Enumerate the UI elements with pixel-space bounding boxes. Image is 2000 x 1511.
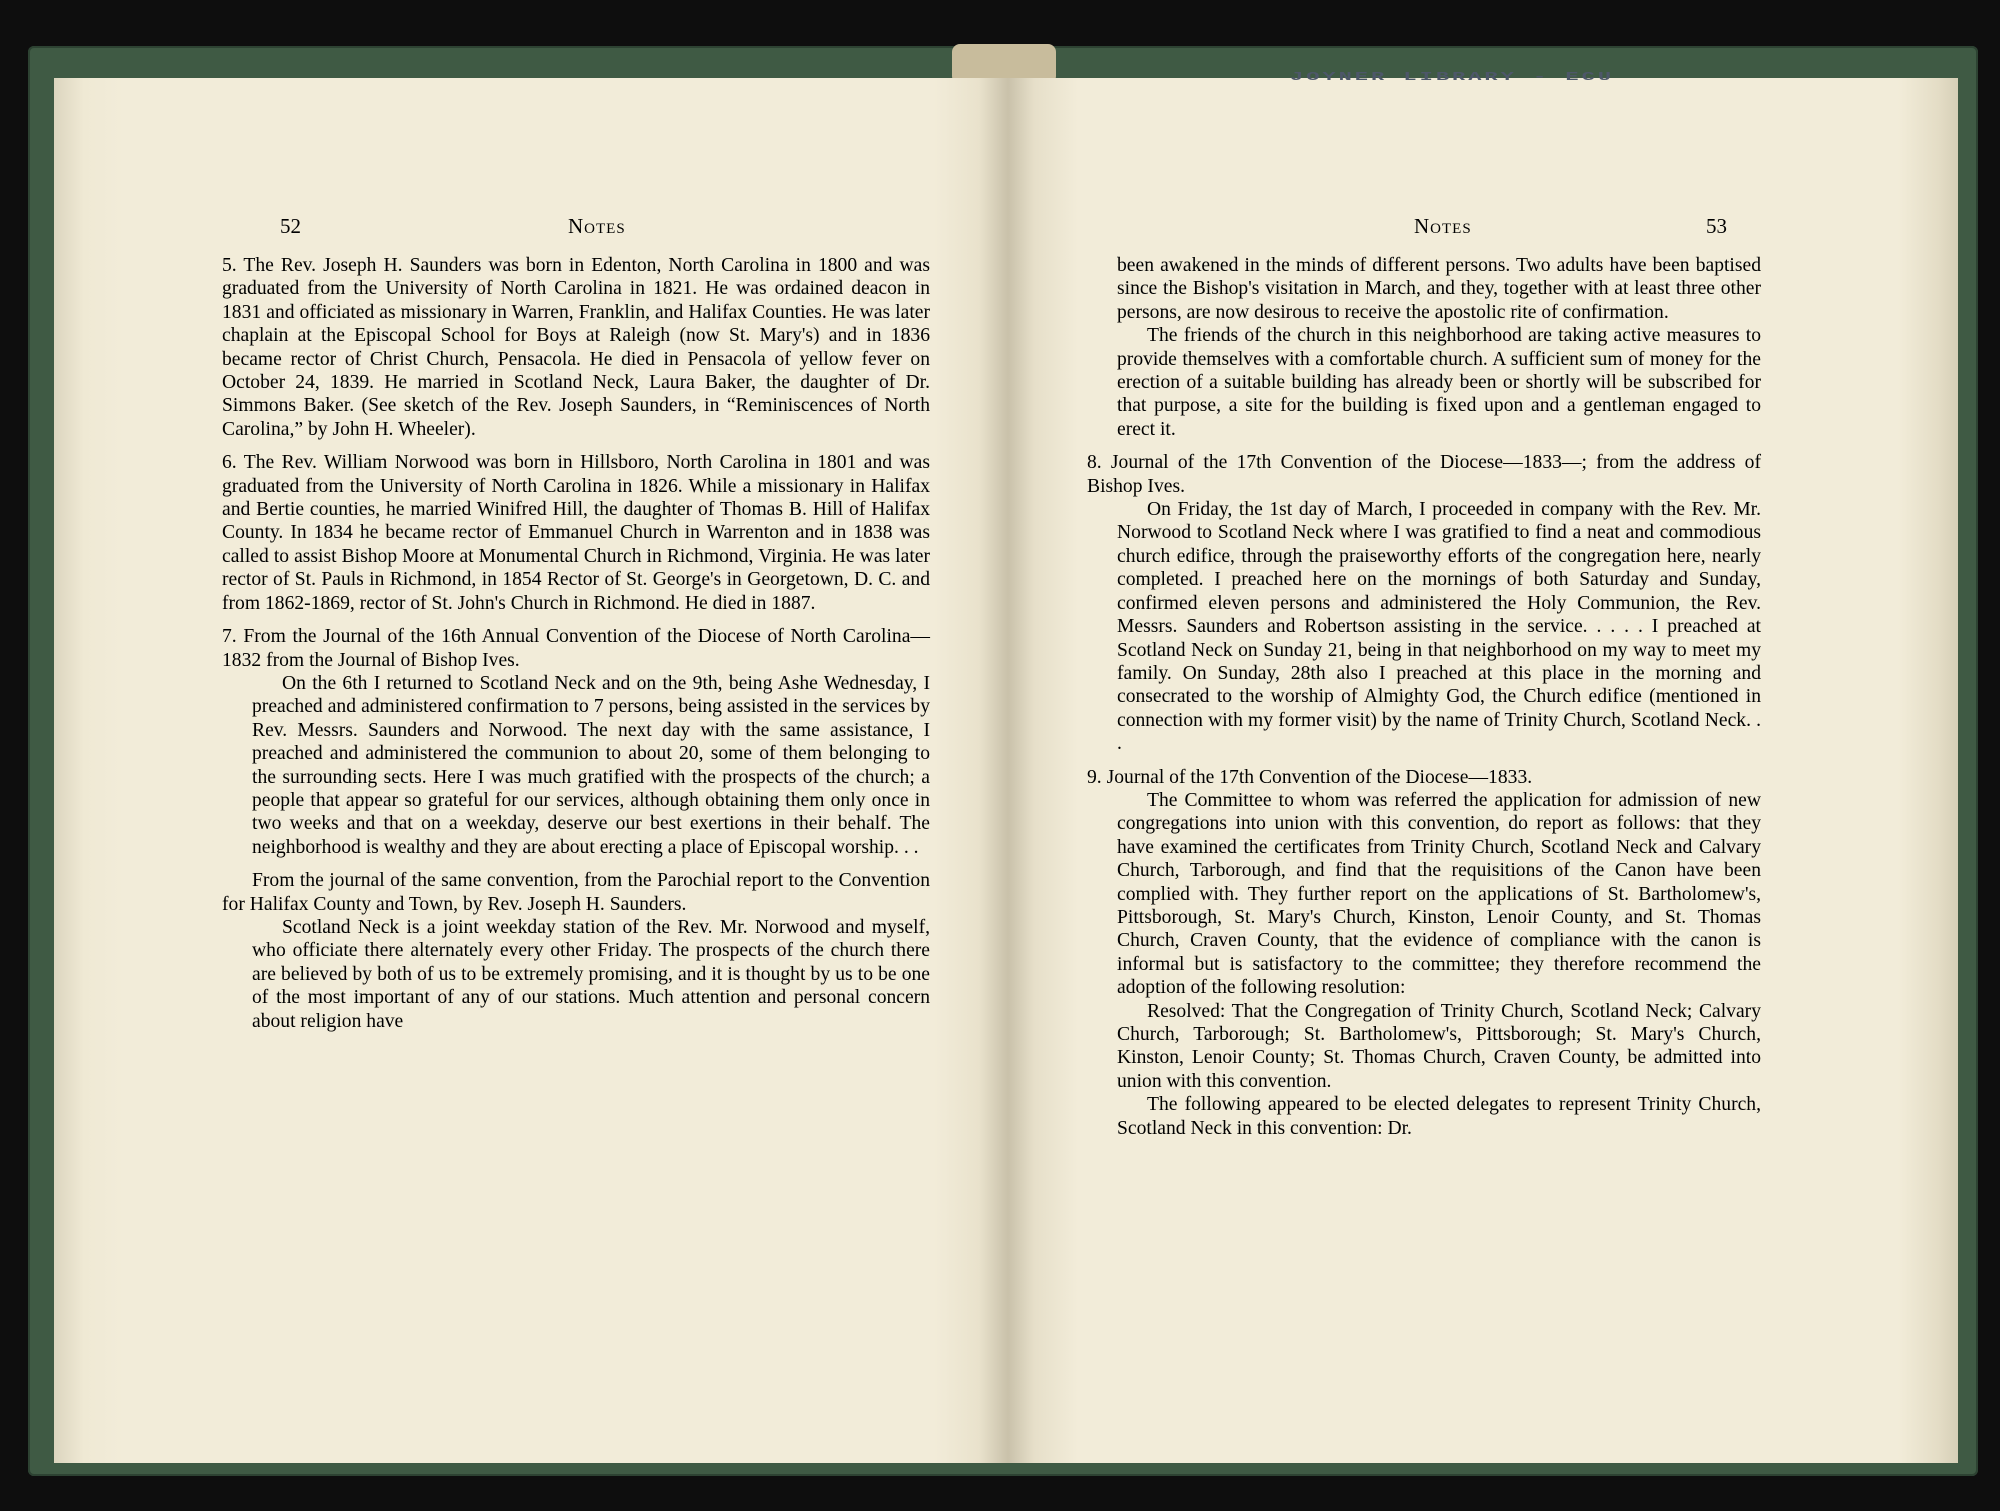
- library-stamp: JOYNER LIBRARY - ECU: [1290, 70, 1615, 84]
- note-7: 7. From the Journal of the 16th Annual Convention of the Diocese of North Carolina—1832 from the Journal of Bishop Ives.: [222, 626, 930, 671]
- left-page-number: 52: [280, 214, 301, 238]
- right-running-head: Notes: [1414, 214, 1472, 238]
- note-9-committee: The Committee to whom was referred the application for admission of new congregations into union with this convention, do report as follows: that they have examined the certificates from Trinity Church, Scotland Neck and Calvary Church, Tarborough, and find that the requisitions of the Canon have been complied with. They further report on the applications of St. Bartholomew's, Pittsborough, St. Mary's Church, Kinston, Lenoir County, and St. Thomas Church, Craven County, that the evidence of compliance with the canon is informal but is satisfactory to the committee; they therefore recommend the adoption of the following resolution:: [1117, 789, 1761, 999]
- parochial-quote-continued: been awakened in the minds of different persons. Two adults have been baptised since the Bishop's visitation in March, and they, together with at least three other persons, are now desirous to receive the apostolic rite of confirmation.: [1117, 255, 1761, 323]
- note-5: 5. The Rev. Joseph H. Saunders was born in Edenton, North Carolina in 1800 and was graduated from the University of North Carolina in 1821. He was ordained deacon in 1831 and officiated as missionary in Warren, Franklin, and Halifax Counties. He was later chaplain at the Episcopal School for Boys at Raleigh (now St. Mary's) and in 1836 became rector of Christ Church, Pensacola. He died in Pensacola of yellow fever on October 24, 1839. He married in Scotland Neck, Laura Baker, the daughter of Dr. Simmons Baker. (See sketch of the Rev. Joseph Saunders, in “Reminiscences of North Carolina,” by John H. Wheeler).: [222, 255, 930, 440]
- note-6: 6. The Rev. William Norwood was born in Hillsboro, North Carolina in 1801 and was graduated from the University of North Carolina in 1826. While a missionary in Halifax and Bertie counties, he married Winifred Hill, the daughter of Thomas B. Hill of Halifax County. In 1834 he became rector of Emmanuel Church in Warrenton and in 1838 was called to assist Bishop Moore at Monumental Church in Richmond, Virginia. He was later rector of St. Pauls in Richmond, in 1854 Rector of St. George's in Georgetown, D. C. and from 1862-1869, rector of St. John's Church in Richmond. He died in 1887.: [222, 452, 930, 614]
- left-page-text: [222, 254, 930, 1033]
- parochial-quote-friends: The friends of the church in this neighborhood are taking active measures to provide themselves with a comfortable church. A sufficient sum of money for the erection of a suitable building has already been or shortly will be subscribed for that purpose, a site for the building is fixed upon and a gentleman engaged to erect it.: [1117, 325, 1761, 440]
- note-7-parochial-quote: Scotland Neck is a joint weekday station of the Rev. Mr. Norwood and myself, who officiate there alternately every other Friday. The prospects of the church there are believed by both of us to be extremely promising, and it is thought by us to be one of the most important of any of our stations. Much attention and personal concern about religion have: [252, 916, 930, 1032]
- note-9-resolved: Resolved: That the Congregation of Trinity Church, Scotland Neck; Calvary Church, Tarborough; St. Bartholomew's, Pittsborough; St. Mary's Church, Kinston, Lenoir County; St. Thomas Church, Craven County, be admitted into union with this convention.: [1117, 1000, 1761, 1092]
- note-7-quote: On the 6th I returned to Scotland Neck and on the 9th, being Ashe Wednesday, I preached and administered confirmation to 7 persons, being assisted in the services by Rev. Messrs. Saunders and Norwood. The next day with the same assistance, I preached and administered the communion to about 20, some of them belonging to the surrounding sects. Here I was much gratified with the prospects of the church; a people that appear so grateful for our services, although obtaining them only once in two weeks and that on a weekday, deserve our best exertions in their behalf. The neighborhood is wealthy and they are about erecting a place of Episcopal worship. . .: [252, 672, 930, 858]
- note-7-parochial-intro: From the journal of the same convention, from the Parochial report to the Convention for Halifax County and Town, by Rev. Joseph H. Saunders.: [222, 870, 930, 915]
- left-running-head: Notes: [568, 214, 626, 238]
- note-8: 8. Journal of the 17th Convention of the Diocese—1833—; from the address of Bishop Ives.: [1087, 452, 1761, 497]
- right-page-text: [1087, 254, 1761, 1140]
- note-9: 9. Journal of the 17th Convention of the Diocese—1833.: [1087, 766, 1533, 788]
- right-page-number: 53: [1706, 214, 1727, 238]
- note-9-delegates: The following appeared to be elected delegates to represent Trinity Church, Scotland Neck in this convention: Dr.: [1117, 1094, 1761, 1139]
- note-8-quote: On Friday, the 1st day of March, I proceeded in company with the Rev. Mr. Norwood to Scotland Neck where I was gratified to find a neat and commodious church edifice, through the praiseworthy efforts of the congregation here, nearly completed. I preached here on the mornings of both Saturday and Sunday, confirmed eleven persons and administered the Holy Communion, the Rev. Messrs. Saunders and Robertson assisting in the service. . . . . I preached at Scotland Neck on Sunday 21, being in that neighborhood on my way to meet my family. On Sunday, 28th also I preached at this place in the morning and consecrated to the worship of Almighty God, the Church edifice (mentioned in connection with my former visit) by the name of Trinity Church, Scotland Neck. . .: [1117, 499, 1761, 755]
